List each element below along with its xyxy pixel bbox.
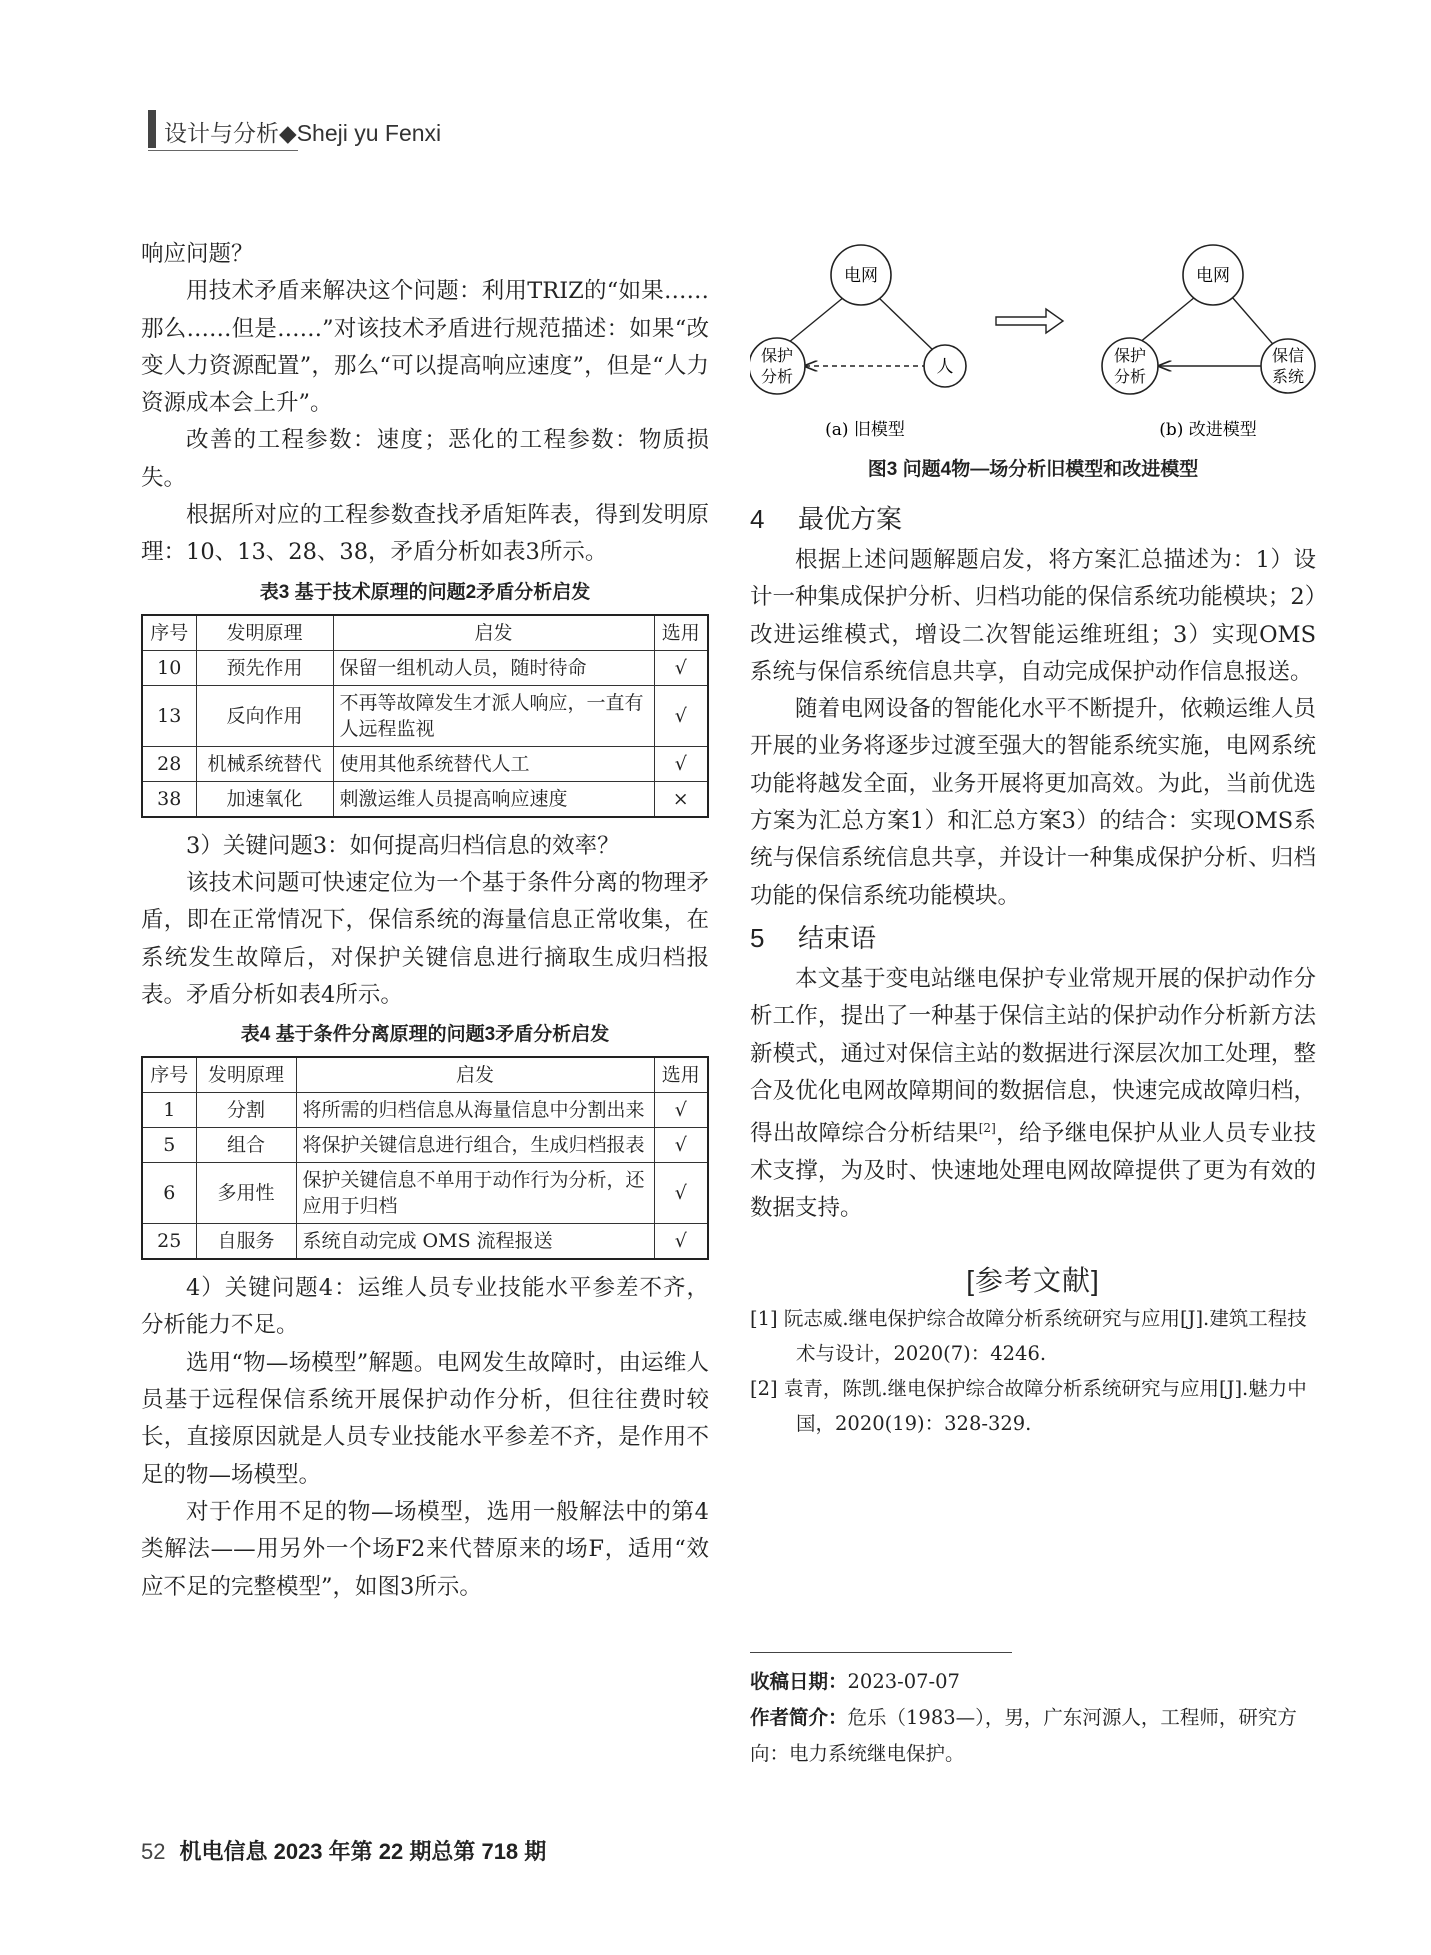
section-title: 结束语 xyxy=(798,922,877,953)
header-bar xyxy=(148,110,156,148)
text-run: 本文基于变电站继电保护专业常规开展的保护动作分析工作，提出了一种基于保信主站的保护动作分析新方法新模式，通过对保信主站的数据进行深层次加工处理，整合及优化电网故障期间的数据信息，快速完成故障归档，得出故障综合分析结果 xyxy=(750,965,1316,1147)
table4 xyxy=(141,1056,709,1260)
section-title: 最优方案 xyxy=(798,504,903,534)
table-header: 启发 xyxy=(333,615,654,651)
text-run: ，给予继电保护从业人员专业技术支撑，为及时、快速地处理电网故障提供了更为有效的数据支持。 xyxy=(750,1120,1316,1222)
edge-line xyxy=(878,297,935,352)
table-cell: 刺激运维人员提高响应速度 xyxy=(333,781,654,817)
received-value: 2023-07-07 xyxy=(847,1670,960,1693)
table-header: 选用 xyxy=(654,1057,708,1093)
received-date xyxy=(750,1664,1316,1700)
table-cell: 28 xyxy=(142,746,196,781)
table-cell: √ xyxy=(654,685,708,746)
table-cell: 多用性 xyxy=(196,1163,296,1224)
table-header: 发明原理 xyxy=(196,615,333,651)
table-header-row xyxy=(142,615,708,651)
paragraph: 根据上述问题解题启发，将方案汇总描述为：1）设计一种集成保护分析、归档功能的保信系统功能模块；2）改进运维模式，增设二次智能运维班组；3）实现OMS系统与保信系统信息共享，自动完成保护动作信息报送。 xyxy=(750,547,1316,685)
footnote-rule xyxy=(750,1652,1012,1653)
table-cell: 加速氧化 xyxy=(196,781,333,817)
table-cell: × xyxy=(654,781,708,817)
table-cell: √ xyxy=(654,1163,708,1224)
table-row xyxy=(142,1128,708,1163)
table-header-row xyxy=(142,1057,708,1093)
section-heading xyxy=(750,496,1316,542)
node-label: 系统 xyxy=(1271,367,1305,386)
author-value: 危乐（1983—），男，广东河源人，工程师，研究方向：电力系统继电保护。 xyxy=(750,1706,1297,1765)
table-cell: 反向作用 xyxy=(196,685,333,746)
table-cell: 使用其他系统替代人工 xyxy=(333,746,654,781)
table-row xyxy=(142,781,708,817)
citation: [2] xyxy=(978,1121,996,1136)
section-number: 4 xyxy=(750,504,765,534)
table-cell: 系统自动完成 OMS 流程报送 xyxy=(296,1224,654,1260)
figure3-caption: 图3 问题4物—场分析旧模型和改进模型 xyxy=(867,459,1199,480)
table-cell: 38 xyxy=(142,781,196,817)
paragraph: 3）关键问题3：如何提高归档信息的效率？ xyxy=(186,832,620,859)
table-header: 启发 xyxy=(296,1057,654,1093)
table3-caption: 表3 基于技术原理的问题2矛盾分析启发 xyxy=(259,581,591,603)
reference-item: [1] 阮志威.继电保护综合故障分析系统研究与应用[J].建筑工程技术与设计，2020(7)：4246. xyxy=(750,1306,1307,1365)
author-label: 作者简介： xyxy=(750,1707,848,1729)
table-cell: √ xyxy=(654,1093,708,1128)
table-cell: 不再等故障发生才派人响应，一直有人远程监视 xyxy=(333,685,654,746)
node-label: 分析 xyxy=(760,367,794,386)
paragraph: 4）关键问题4：运维人员专业技能水平参差不齐，分析能力不足。 xyxy=(141,1275,709,1339)
table-cell: 保留一组机动人员，随时待命 xyxy=(333,650,654,685)
paragraph: 选用“物—场模型”解题。电网发生故障时，由运维人员基于远程保信系统开展保护动作分析，但往往费时较长，直接原因就是人员专业技能水平参差不齐，是作用不足的物—场模型。 xyxy=(141,1349,709,1488)
table-cell: 10 xyxy=(142,650,196,685)
node-label: 分析 xyxy=(1113,367,1147,386)
table-cell: √ xyxy=(654,1224,708,1260)
node-label: 保护 xyxy=(760,346,794,365)
subfigure-label-a: (a) 旧模型 xyxy=(825,420,905,440)
paragraph: 随着电网设备的智能化水平不断提升，依赖运维人员开展的业务将逐步过渡至强大的智能系统实施，电网系统功能将越发全面，业务开展将更加高效。为此，当前优选方案为汇总方案1）和汇总方案3）的结合：实现OMS系统与保信系统信息共享，并设计一种集成保护分析、归档功能的保信系统功能模块。 xyxy=(750,696,1316,909)
node-label: 保信 xyxy=(1271,346,1305,365)
table-row xyxy=(142,1163,708,1224)
table-header: 序号 xyxy=(142,1057,196,1093)
table-header: 序号 xyxy=(142,615,196,651)
paragraph: 根据所对应的工程参数查找矛盾矩阵表，得到发明原理：10、13、28、38，矛盾分析如表3所示。 xyxy=(141,502,709,566)
table-cell: 1 xyxy=(142,1093,196,1128)
journal-info: 机电信息 2023 年第 22 期总第 718 期 xyxy=(179,1839,547,1864)
table-cell: √ xyxy=(654,650,708,685)
paragraph: 用技术矛盾来解决这个问题：利用TRIZ的“如果……那么……但是……”对该技术矛盾进行规范描述：如果“改变人力资源配置”，那么“可以提高响应速度”，但是“人力资源成本会上升”。 xyxy=(141,278,709,417)
table-row xyxy=(142,1224,708,1260)
table-cell: 保护关键信息不单用于动作行为分析，还应用于归档 xyxy=(296,1163,654,1224)
table-cell: 将所需的归档信息从海量信息中分割出来 xyxy=(296,1093,654,1128)
table-cell: 5 xyxy=(142,1128,196,1163)
running-header: 设计与分析◆Sheji yu Fenxi xyxy=(164,120,442,146)
table-cell: 预先作用 xyxy=(196,650,333,685)
table-cell: 6 xyxy=(142,1163,196,1224)
received-label: 收稿日期： xyxy=(750,1671,848,1693)
page-footer xyxy=(141,1835,546,1866)
table-cell: 13 xyxy=(142,685,196,746)
right-column xyxy=(750,496,1316,1441)
node-label: 电网 xyxy=(1196,266,1230,286)
table3 xyxy=(141,614,709,818)
page-number: 52 xyxy=(141,1839,166,1864)
table4-caption: 表4 基于条件分离原理的问题3矛盾分析启发 xyxy=(240,1024,610,1046)
node-label: 保护 xyxy=(1113,346,1147,365)
edge-line xyxy=(1232,297,1278,350)
old-model xyxy=(750,245,966,394)
node-label: 电网 xyxy=(844,266,878,286)
paragraph: 该技术问题可快速定位为一个基于条件分离的物理矛盾，即在正常情况下，保信系统的海量信息正常收集，在系统发生故障后，对保护关键信息进行摘取生成归档报表。矛盾分析如表4所示。 xyxy=(141,869,709,1008)
section-heading xyxy=(750,915,1316,961)
footnote xyxy=(750,1664,1316,1772)
paragraph: 改善的工程参数：速度；恶化的工程参数：物质损失。 xyxy=(141,427,709,491)
header-rule xyxy=(148,150,298,151)
table-row xyxy=(142,685,708,746)
reference-item: [2] 袁青，陈凯.继电保护综合故障分析系统研究与应用[J].魅力中国，2020(19)：328-329. xyxy=(750,1376,1307,1435)
table-cell: 分割 xyxy=(196,1093,296,1128)
table-header: 选用 xyxy=(654,615,708,651)
table-header: 发明原理 xyxy=(196,1057,296,1093)
paragraph: 响应问题？ xyxy=(141,241,254,267)
table-cell: 组合 xyxy=(196,1128,296,1163)
improved-model xyxy=(1102,245,1315,394)
table-cell: 25 xyxy=(142,1224,196,1260)
paragraph: 对于作用不足的物—场模型，选用一般解法中的第4类解法——用另外一个场F2来代替原来的场F，适用“效应不足的完整模型”，如图3所示。 xyxy=(141,1498,709,1600)
table-row xyxy=(142,650,708,685)
table-cell: 自服务 xyxy=(196,1224,296,1260)
figure3-diagram xyxy=(750,240,1316,490)
table-cell: √ xyxy=(654,1128,708,1163)
author-info xyxy=(750,1700,1316,1772)
subfigure-label-b: (b) 改进模型 xyxy=(1159,420,1257,440)
table-row xyxy=(142,1093,708,1128)
left-column xyxy=(141,236,709,1606)
references-heading: [参考文献] xyxy=(966,1264,1100,1296)
table-cell: 机械系统替代 xyxy=(196,746,333,781)
table-cell: √ xyxy=(654,746,708,781)
transform-arrow-icon xyxy=(996,309,1063,333)
table-cell: 将保护关键信息进行组合，生成归档报表 xyxy=(296,1128,654,1163)
node-label: 人 xyxy=(936,357,954,377)
paragraph xyxy=(750,961,1316,1228)
section-number: 5 xyxy=(750,922,765,953)
table-row xyxy=(142,746,708,781)
